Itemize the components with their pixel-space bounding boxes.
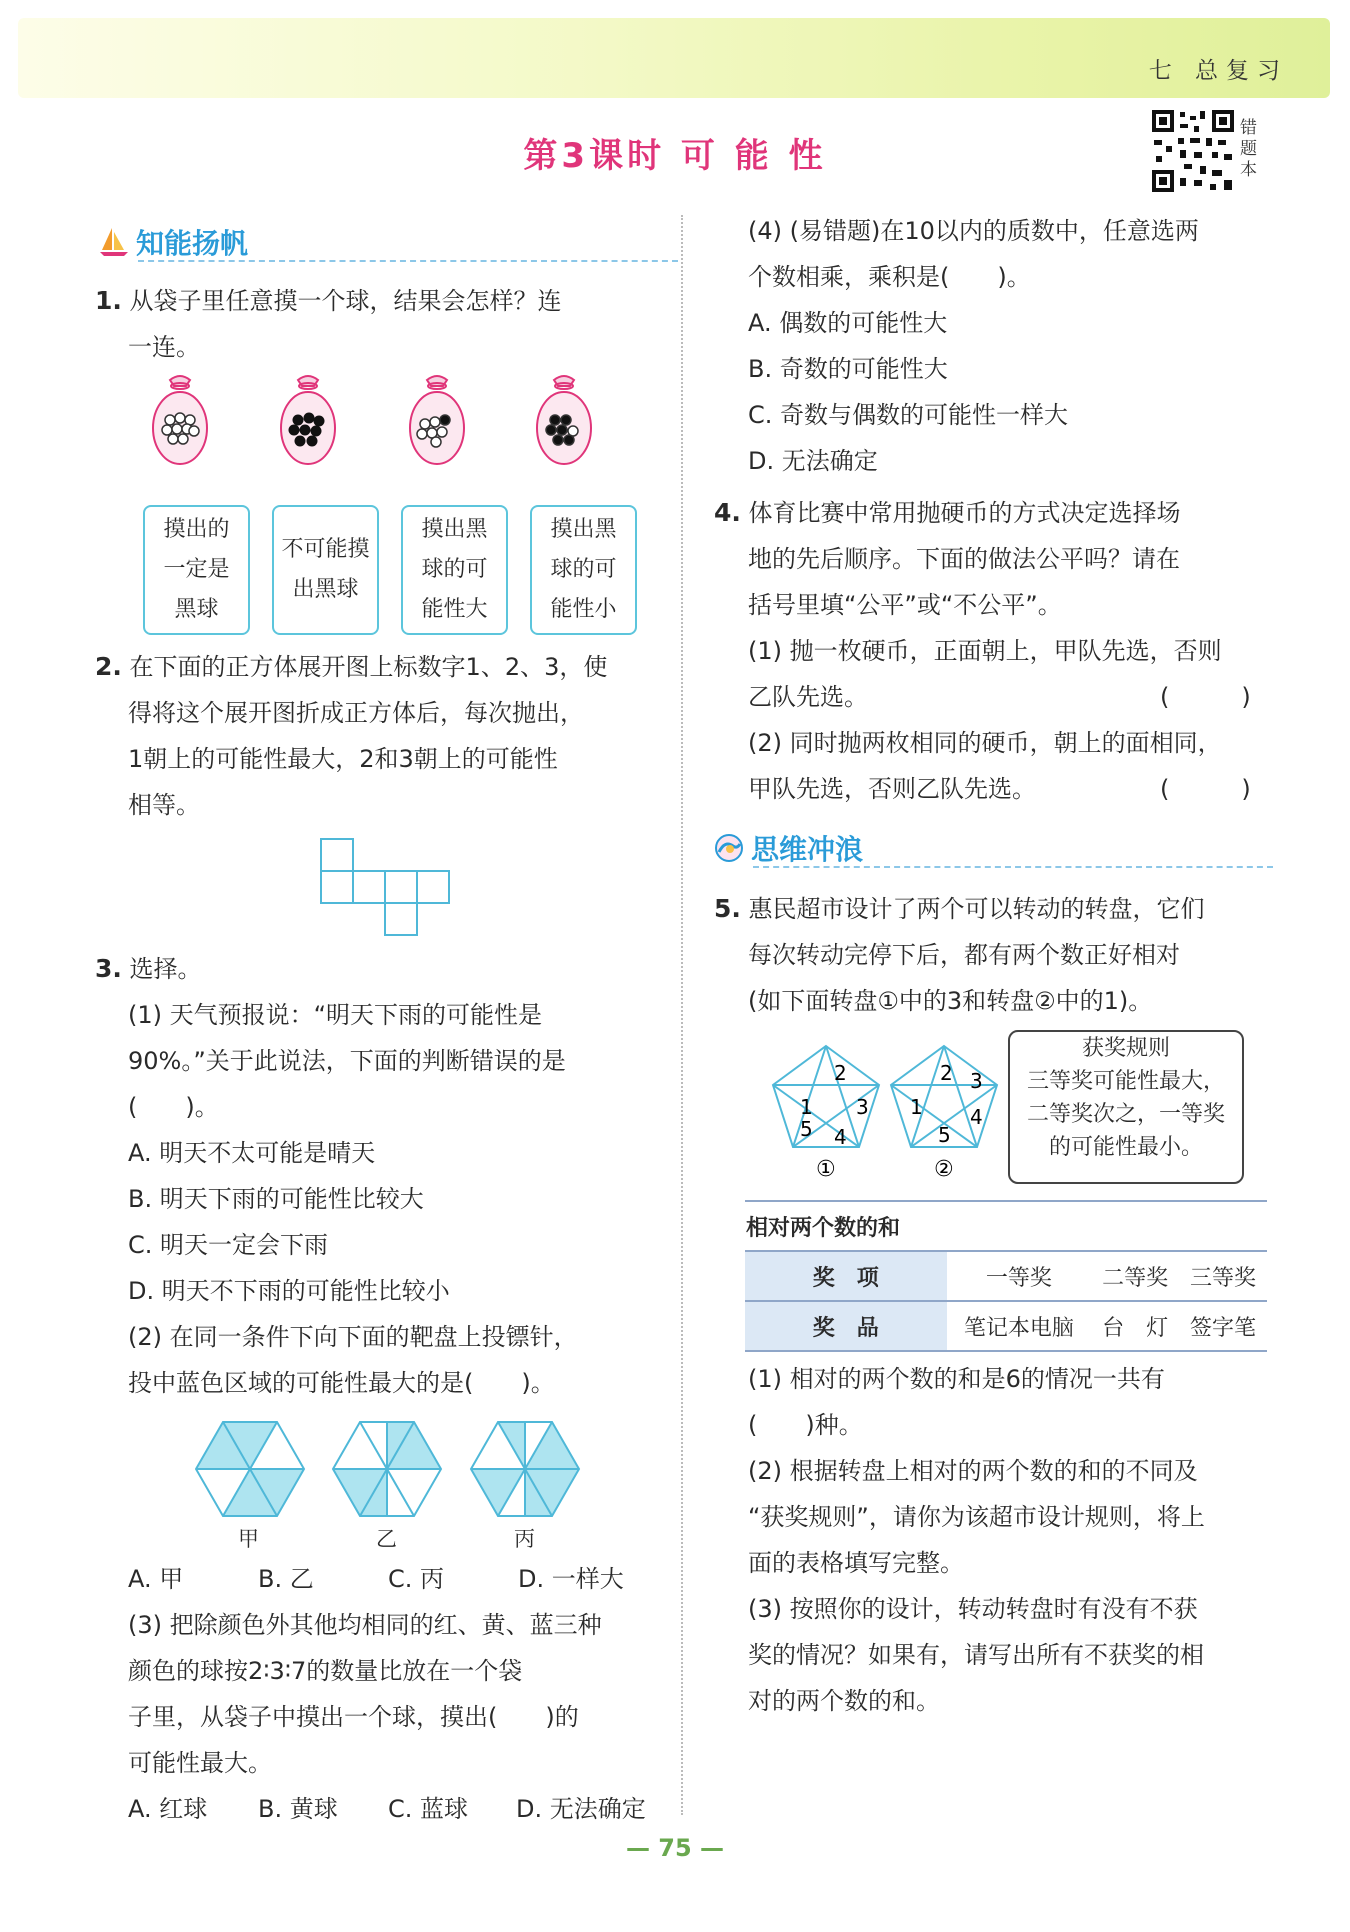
table-cell: 一等奖	[947, 1251, 1092, 1301]
q3-p4-option-a[interactable]: A. 偶数的可能性大	[748, 309, 948, 337]
wave-icon	[713, 832, 745, 864]
prize-table	[745, 1200, 1267, 1352]
q3-p1-line3[interactable]: ( )。	[128, 1093, 219, 1121]
q3-p4-line2[interactable]: 个数相乘，乘积是( )。	[748, 263, 1031, 291]
table-header-sum: 相对两个数的和	[745, 1201, 947, 1251]
column-divider	[681, 215, 683, 1815]
q5-p1-line1: (1) 相对的两个数的和是6的情况一共有	[748, 1365, 1165, 1393]
q5-line3: (如下面转盘①中的3和转盘②中的1)。	[748, 987, 1153, 1015]
q5-line2: 每次转动完停下后，都有两个数正好相对	[748, 941, 1180, 969]
bag-4-icon	[537, 376, 591, 464]
q2-line1: 2. 在下面的正方体展开图上标数字1、2、3，使	[95, 652, 608, 681]
q3-p3-line4: 可能性最大。	[128, 1749, 272, 1777]
prize-rules-line: 二等奖次之，一等奖	[1026, 1102, 1225, 1127]
table-cell: 签字笔	[1179, 1301, 1267, 1351]
section-header-siwei	[713, 828, 863, 868]
q3-p3-option-a[interactable]: A. 红球	[128, 1795, 208, 1823]
sailboat-icon	[98, 226, 130, 258]
table-header-item: 奖 品	[745, 1301, 947, 1351]
prize-rules-line: 的可能性最小。	[1048, 1135, 1203, 1160]
q2-line2: 得将这个展开图折成正方体后，每次抛出，	[128, 699, 584, 727]
match-box-2[interactable]: 不可能摸 出黑球	[272, 505, 379, 635]
table-cell-blank[interactable]	[1091, 1201, 1179, 1251]
prize-rules-line: 三等奖可能性最大，	[1026, 1069, 1225, 1094]
q3-p2-line1: (2) 在同一条件下向下面的靶盘上投镖针，	[128, 1323, 578, 1351]
q4-p1-line1: (1) 抛一枚硬币，正面朝上，甲队先选，否则	[748, 637, 1222, 665]
match-box-3[interactable]: 摸出黑 球的可 能性大	[401, 505, 508, 635]
dartboards	[195, 1415, 585, 1525]
q3-p2-option-b[interactable]: B. 乙	[258, 1565, 314, 1593]
dartboard-jia-icon	[196, 1422, 304, 1516]
table-cell: 笔记本电脑	[947, 1301, 1092, 1351]
dartboard-label-bing: 丙	[514, 1527, 535, 1551]
prize-rules-box	[1008, 1030, 1244, 1184]
dartboard-label-jia: 甲	[238, 1527, 259, 1551]
section-underline	[753, 866, 1273, 868]
dartboard-yi-icon	[333, 1422, 441, 1516]
q3-p1-option-a[interactable]: A. 明天不太可能是晴天	[128, 1139, 376, 1167]
spinner-1-num: 2	[834, 1061, 847, 1085]
q2-line3: 1朝上的可能性最大，2和3朝上的可能性	[128, 745, 558, 773]
table-row	[745, 1201, 1267, 1251]
q3-p1-option-d[interactable]: D. 明天不下雨的可能性比较小	[128, 1277, 450, 1305]
q3-p2-line2[interactable]: 投中蓝色区域的可能性最大的是( )。	[128, 1369, 555, 1397]
ball-bags	[150, 372, 620, 472]
q3-p3-line1: (3) 把除颜色外其他均相同的红、黄、蓝三种	[128, 1611, 602, 1639]
spinner-1-num: 1	[800, 1095, 813, 1119]
q4-p2-blank[interactable]: ( )	[1160, 775, 1251, 803]
section-title: 思维冲浪	[751, 833, 864, 866]
table-cell-blank[interactable]	[947, 1201, 1092, 1251]
q5-p2-line2: “获奖规则”，请你为该超市设计规则，将上	[748, 1503, 1205, 1531]
table-row	[745, 1301, 1267, 1351]
qr-code-icon[interactable]	[1150, 108, 1236, 194]
q3-p1-option-b[interactable]: B. 明天下雨的可能性比较大	[128, 1185, 424, 1213]
spinner-1-num: 4	[834, 1125, 847, 1149]
spinner-1-num: 5	[800, 1117, 813, 1141]
spinners	[768, 1036, 1008, 1186]
q5-p2-line3: 面的表格填写完整。	[748, 1549, 964, 1577]
dartboard-bing-icon	[471, 1422, 579, 1516]
q3-p4-option-b[interactable]: B. 奇数的可能性大	[748, 355, 948, 383]
bag-3-icon	[410, 376, 464, 464]
q4-p1-line2: 乙队先选。	[748, 683, 868, 711]
table-cell-blank[interactable]	[1179, 1201, 1267, 1251]
q5-p3-line1: (3) 按照你的设计，转动转盘时有没有不获	[748, 1595, 1198, 1623]
table-cell: 二等奖	[1091, 1251, 1179, 1301]
table-cell: 台 灯	[1091, 1301, 1179, 1351]
dartboard-label-yi: 乙	[376, 1527, 397, 1551]
q5-p3-line3: 对的两个数的和。	[748, 1687, 940, 1715]
q5-p1-line2[interactable]: ( )种。	[748, 1411, 863, 1439]
q3-p2-option-a[interactable]: A. 甲	[128, 1565, 184, 1593]
table-row	[745, 1251, 1267, 1301]
table-header-prize: 奖 项	[745, 1251, 947, 1301]
prize-rules-title: 获奖规则	[1081, 1036, 1170, 1061]
q5-line1: 5. 惠民超市设计了两个可以转动的转盘，它们	[714, 894, 1205, 923]
q3-p4-option-d[interactable]: D. 无法确定	[748, 447, 878, 475]
spinner-2-num: 2	[940, 1061, 953, 1085]
spinner-1-icon	[773, 1046, 879, 1149]
page-title: 第3课时 可 能 性	[523, 136, 827, 176]
q4-p2-line2: 甲队先选，否则乙队先选。	[748, 775, 1036, 803]
q3-p3-option-d[interactable]: D. 无法确定	[516, 1795, 646, 1823]
q3-p1-option-c[interactable]: C. 明天一定会下雨	[128, 1231, 329, 1259]
q5-p2-line1: (2) 根据转盘上相对的两个数的和的不同及	[748, 1457, 1198, 1485]
table-cell: 三等奖	[1179, 1251, 1267, 1301]
spinner-2-num: 5	[938, 1123, 951, 1147]
chapter-label: 七 总复习	[1148, 58, 1288, 84]
q3-p3-line2: 颜色的球按2∶3∶7的数量比放在一个袋	[128, 1657, 523, 1685]
page-number: — 75 —	[625, 1834, 725, 1862]
q5-p3-line2: 奖的情况？如果有，请写出所有不获奖的相	[748, 1641, 1204, 1669]
q4-p1-blank[interactable]: ( )	[1160, 683, 1251, 711]
q3-head: 3. 选择。	[95, 954, 202, 983]
match-box-1[interactable]: 摸出的 一定是 黑球	[143, 505, 250, 635]
match-box-4[interactable]: 摸出黑 球的可 能性小	[530, 505, 637, 635]
bag-2-icon	[281, 376, 335, 464]
header-band	[18, 18, 1330, 98]
cube-net[interactable]	[320, 838, 456, 936]
q3-p1-line2: 90%。”关于此说法，下面的判断错误的是	[128, 1047, 566, 1075]
section-header-zhineng	[98, 222, 248, 262]
q3-p1-line1: (1) 天气预报说：“明天下雨的可能性是	[128, 1001, 543, 1029]
q3-p4-line1: (4) (易错题)在10以内的质数中，任意选两	[748, 217, 1199, 245]
q3-p3-line3[interactable]: 子里，从袋子中摸出一个球，摸出( )的	[128, 1703, 579, 1731]
spinner-2-num: 1	[910, 1095, 923, 1119]
spinner-1-num: 3	[856, 1095, 869, 1119]
q4-line1: 4. 体育比赛中常用抛硬币的方式决定选择场	[714, 498, 1181, 527]
q3-p2-option-d[interactable]: D. 一样大	[518, 1565, 624, 1593]
q3-p2-option-c[interactable]: C. 丙	[388, 1565, 445, 1593]
q4-p2-line1: (2) 同时抛两枚相同的硬币，朝上的面相同，	[748, 729, 1222, 757]
q3-p3-option-c[interactable]: C. 蓝球	[388, 1795, 469, 1823]
q3-p4-option-c[interactable]: C. 奇数与偶数的可能性一样大	[748, 401, 1069, 429]
spinner-2-label: ②	[934, 1157, 954, 1182]
q4-line2: 地的先后顺序。下面的做法公平吗？请在	[748, 545, 1180, 573]
section-title: 知能扬帆	[136, 227, 249, 260]
spinner-2-num: 3	[970, 1069, 983, 1093]
spinner-2-icon	[891, 1046, 997, 1147]
spinner-1-label: ①	[816, 1157, 836, 1182]
section-underline	[138, 260, 678, 262]
q2-line4: 相等。	[128, 791, 200, 819]
q1-line1: 1. 从袋子里任意摸一个球，结果会怎样？连	[95, 286, 562, 315]
q1-line2: 一连。	[128, 333, 200, 361]
q3-p3-option-b[interactable]: B. 黄球	[258, 1795, 338, 1823]
spinner-2-num: 4	[970, 1105, 983, 1129]
qr-label: 错题本	[1240, 118, 1257, 180]
q4-line3: 括号里填“公平”或“不公平”。	[748, 591, 1062, 619]
